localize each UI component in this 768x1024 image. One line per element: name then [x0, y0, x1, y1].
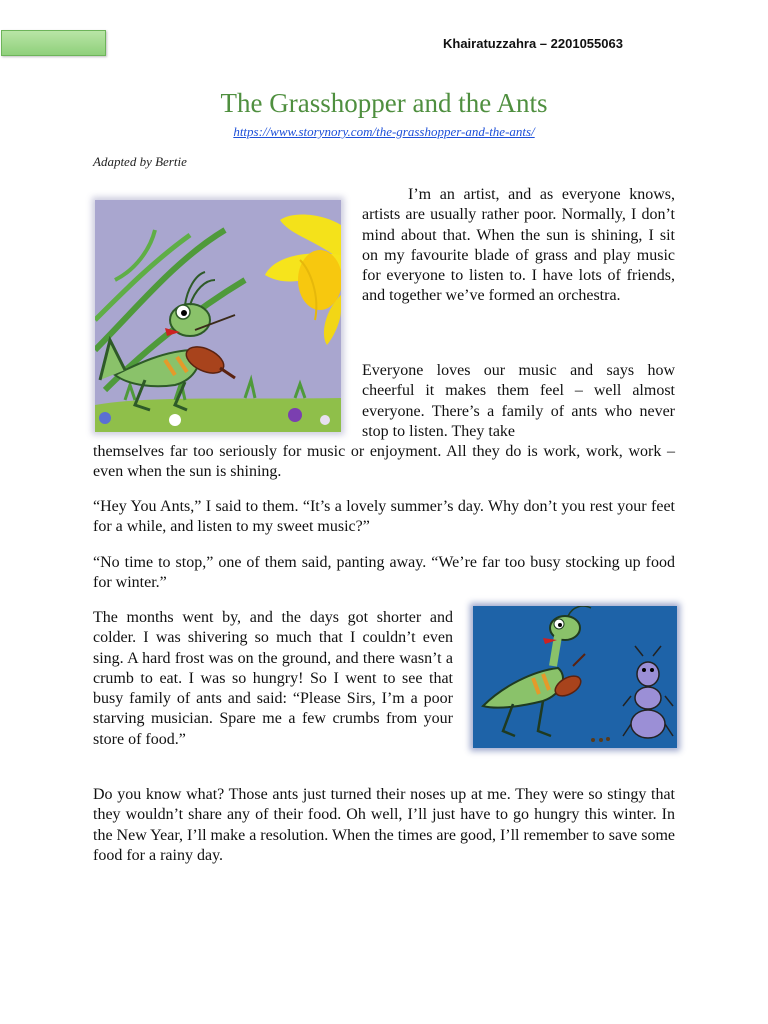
document-title: The Grasshopper and the Ants	[220, 88, 548, 118]
paragraph-2-part-2: themselves far too seriously for music or enjoyment. All they do is work, work, work – even when the sun is shining.	[93, 443, 675, 481]
paragraph-3: “Hey You Ants,” I said to them. “It’s a lovely summer’s day. Why don’t you rest your feet for a while, and listen to my sweet music?”	[93, 498, 675, 536]
paragraph-1: I’m an artist, and as everyone knows, artists are usually rather poor. Normally, I don’t mind about that. When the sun is shining, I sit on my favourite blade of grass and play music for everyone to listen to. I have lots of friends, and together we’ve formed an orchestra.	[362, 186, 675, 305]
paragraph-5: The months went by, and the days got shorter and colder. I was shivering so much that I couldn’t even sing. A hard frost was on the ground, and there wasn’t a crumb to eat. I was so hungry! So I went to see that busy family of ants and said: “Please Sirs, I’m a poor starving musician. Spare me a few crumbs from your store of food.”	[93, 609, 453, 748]
adapted-by-line: Adapted by Bertie	[93, 154, 187, 169]
author-line: Khairatuzzahra – 2201055063	[443, 36, 623, 51]
paragraph-6: Do you know what? Those ants just turned their noses up at me. They were so stingy that they wouldn’t share any of their food. Oh well, I’ll just have to go hungry this winter. In the New Year, I’ll make a resolution. When the times are good, I’ll remember to save some food for a rainy day.	[93, 786, 675, 864]
source-link[interactable]: https://www.storynory.com/the-grasshopper-and-the-ants/	[233, 124, 535, 139]
grasshopper-and-ant-illustration	[473, 606, 677, 748]
paragraph-4: “No time to stop,” one of them said, panting away. “We’re far too busy stocking up food for winter.”	[93, 554, 675, 592]
header-tab-decoration	[1, 30, 106, 56]
grasshopper-violin-illustration	[95, 200, 341, 432]
paragraph-2-part-1: Everyone loves our music and says how cheerful it makes them feel – well almost everyone. There’s a family of ants who never stop to listen. They take	[362, 362, 675, 440]
